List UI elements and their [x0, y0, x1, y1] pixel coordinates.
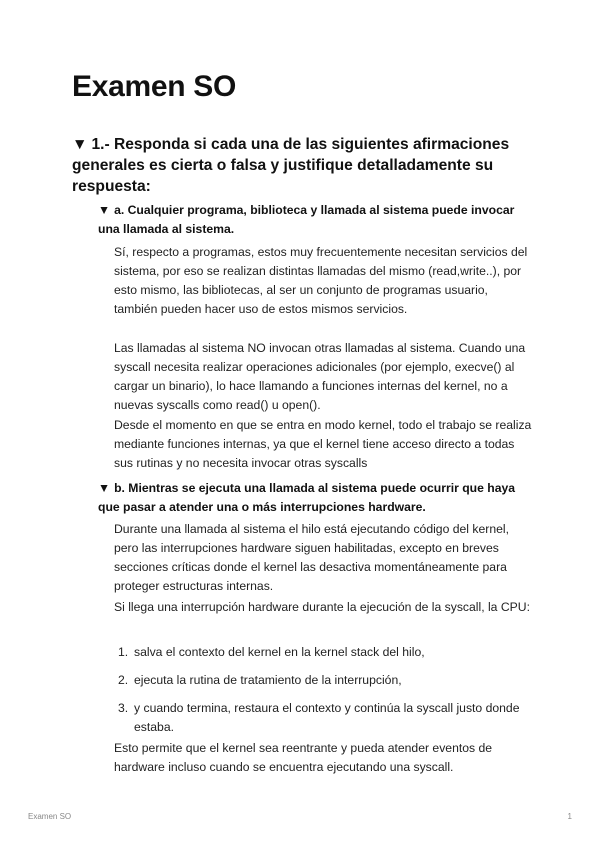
toggle-triangle-icon[interactable]: ▼ — [72, 136, 88, 153]
part-a-paragraph-3: Desde el momento en que se entra en modo kernel, todo el trabajo se realiza mediante funciones internas, ya que el kernel tiene acceso directo a todas sus rutinas y no necesita invocar otras syscalls — [114, 418, 532, 470]
toggle-triangle-icon[interactable]: ▼ — [98, 481, 111, 495]
toggle-triangle-icon[interactable]: ▼ — [98, 203, 111, 217]
list-item-number: 2. — [118, 673, 129, 687]
list-item — [114, 671, 534, 690]
part-a-paragraph-1: Sí, respecto a programas, estos muy frecuentemente necesitan servicios del sistema, por eso se realizan distintas llamadas del mismo (read,write..), por esto mismo, las bibliotecas, al ser un conjunto de programas usuario, también pueden hacer uso de estos mismos servicios. — [114, 245, 528, 316]
part-b-heading[interactable] — [98, 479, 523, 517]
list-item-number: 3. — [118, 701, 129, 715]
steps-list — [114, 643, 534, 737]
question-1-text: 1.- Responda si cada una de las siguientes afirmaciones generales es cierta o falsa y justifique detalladamente su respuesta: — [72, 136, 510, 195]
part-a-paragraph-2: Las llamadas al sistema NO invocan otras llamadas al sistema. Cuando una syscall necesita realizar operaciones adicionales (por ejemplo, execve() al cargar un binario), lo hace llamando a funciones internas del kernel, no a nuevas syscalls como read() u open(). — [114, 341, 526, 412]
footer-page-number: 1 — [567, 812, 572, 821]
list-item-text: ejecuta la rutina de tratamiento de la interrupción, — [134, 673, 402, 687]
list-item-text: y cuando termina, restaura el contexto y continúa la syscall justo donde estaba. — [134, 701, 520, 734]
list-item-text: salva el contexto del kernel en la kernel stack del hilo, — [134, 645, 425, 659]
part-b-closing: Esto permite que el kernel sea reentrante y pueda atender eventos de hardware incluso cuando se encuentra ejecutando una syscall. — [114, 741, 493, 774]
part-a-heading-text: a. Cualquier programa, biblioteca y llamada al sistema puede invocar una llamada al sistema. — [98, 203, 515, 236]
question-1-heading[interactable] — [72, 134, 512, 197]
list-item — [114, 643, 534, 662]
part-a-heading[interactable] — [98, 201, 523, 239]
part-b-heading-text: b. Mientras se ejecuta una llamada al sistema puede ocurrir que haya que pasar a atender una o más interrupciones hardware. — [98, 481, 516, 514]
part-b-paragraph-1: Durante una llamada al sistema el hilo está ejecutando código del kernel, pero las interrupciones hardware siguen habilitadas, excepto en breves secciones críticas donde el kernel las desactiva momentáneamente para proteger estructuras internas. — [114, 522, 509, 593]
page-title: Examen SO — [72, 70, 237, 103]
list-item — [114, 699, 534, 737]
list-item-number: 1. — [118, 645, 129, 659]
part-b-paragraph-2: Si llega una interrupción hardware durante la ejecución de la syscall, la CPU: — [114, 600, 530, 614]
footer-doc-name: Examen SO — [28, 812, 72, 821]
